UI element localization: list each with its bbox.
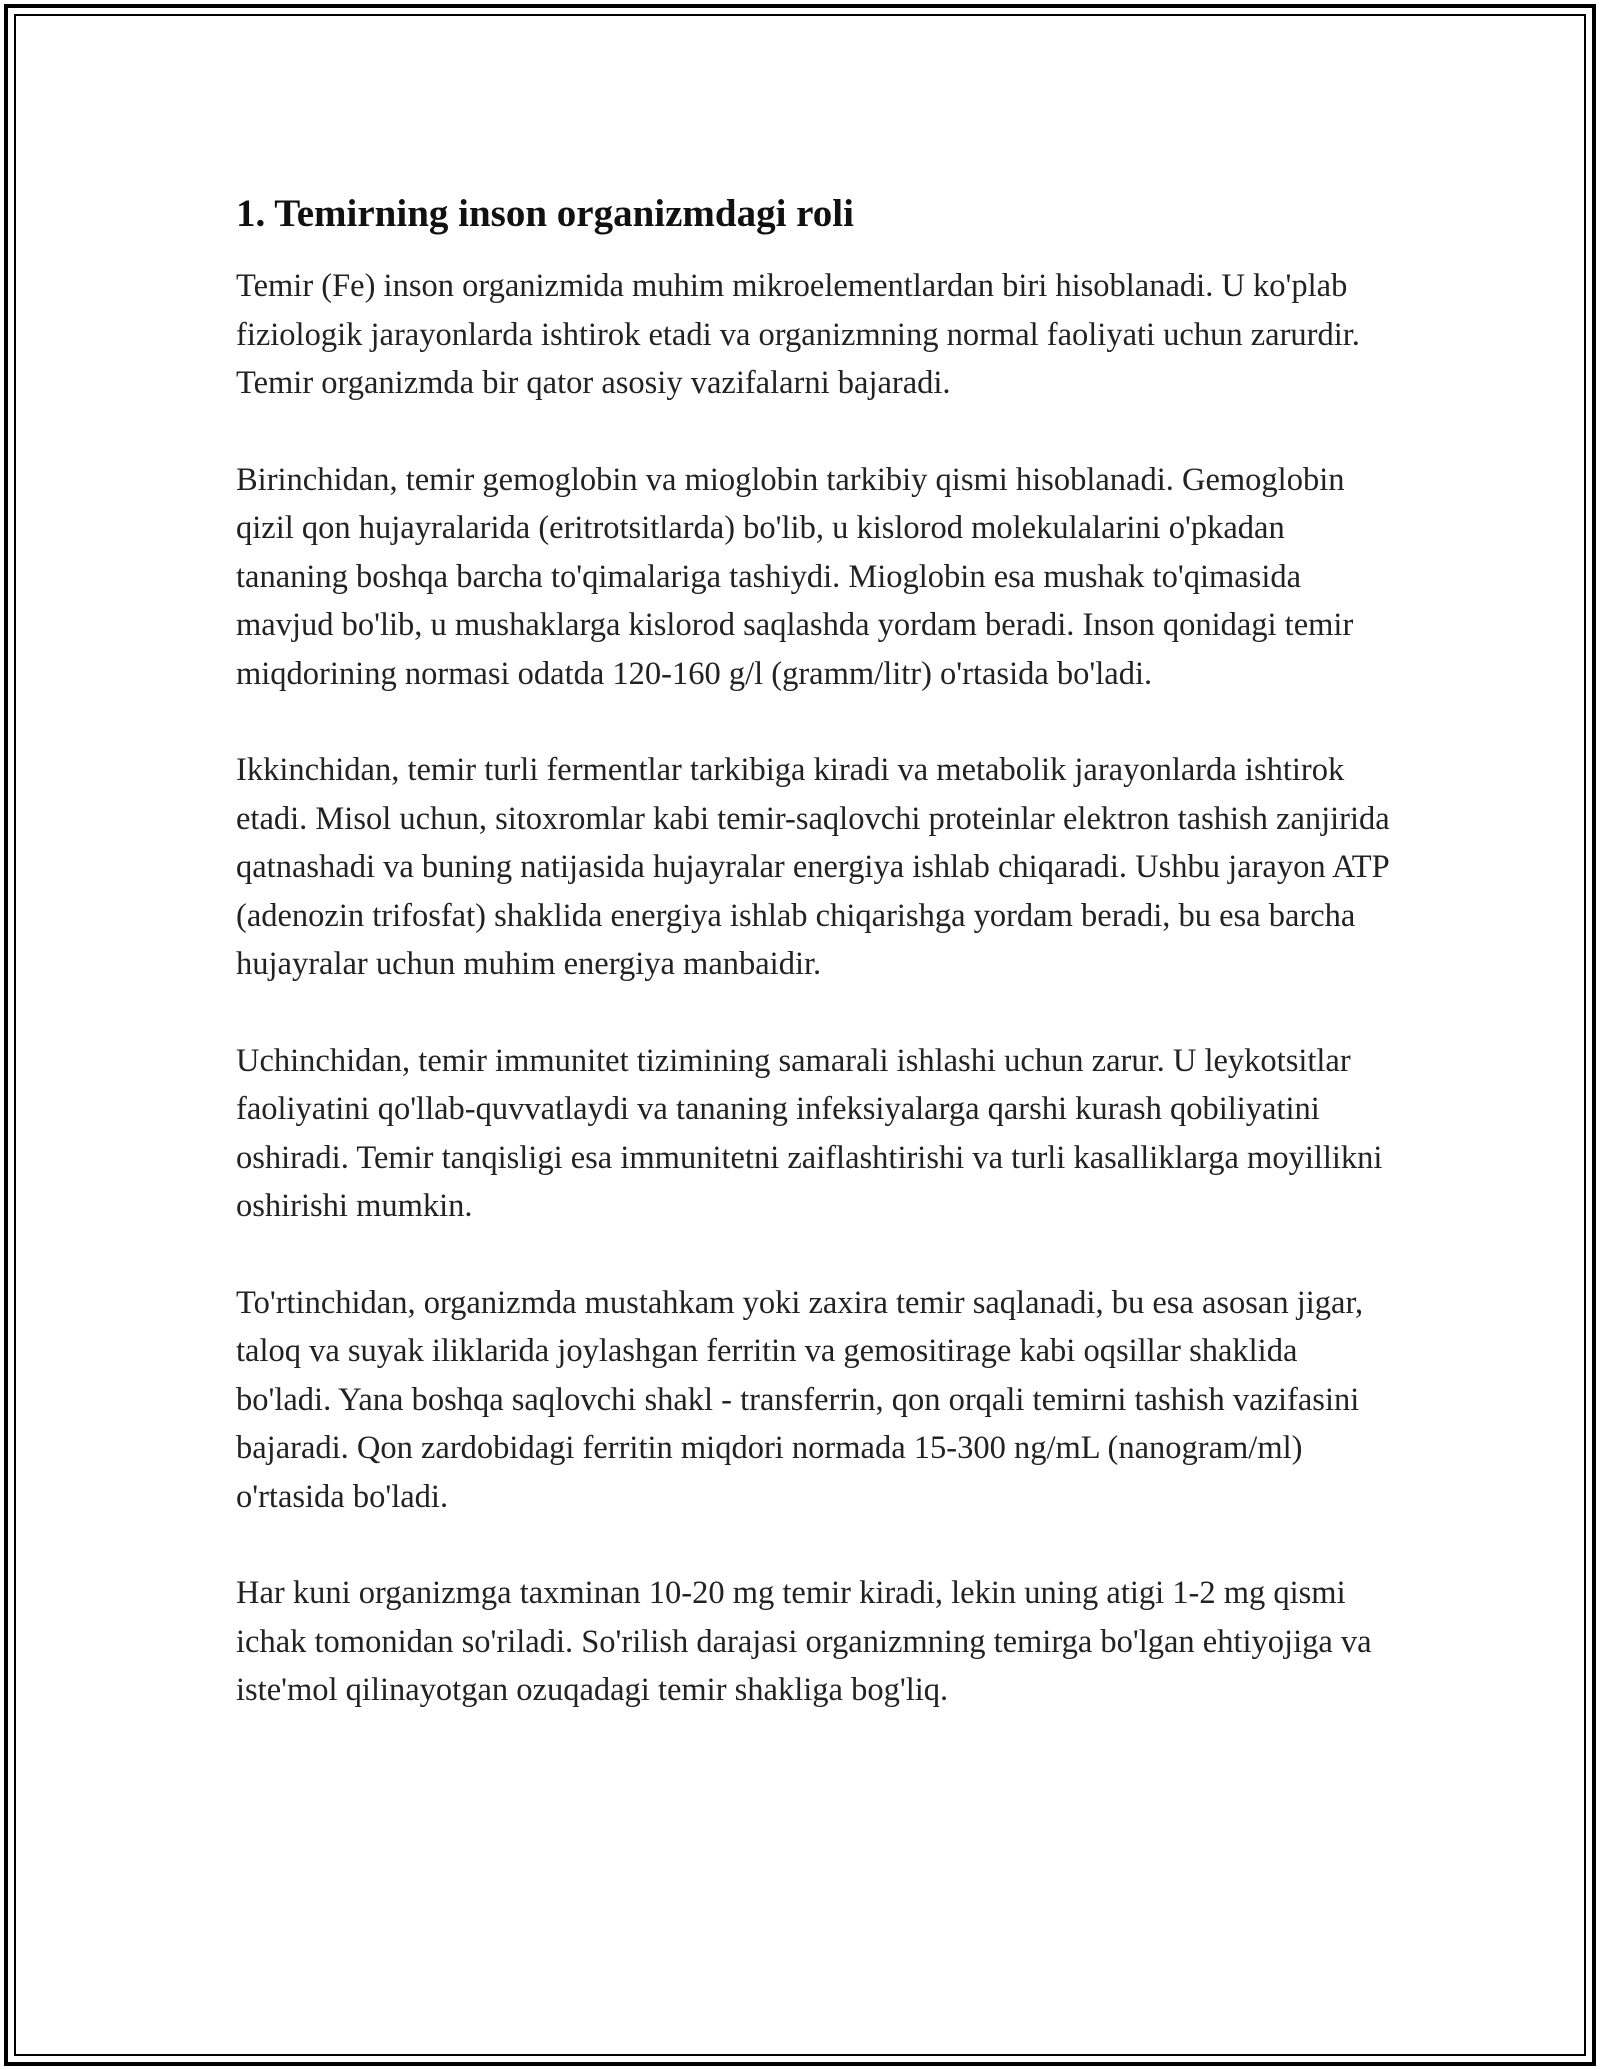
section-heading: 1. Temirning inson organizmdagi roli [236, 192, 854, 235]
paragraph-second-role: Ikkinchidan, temir turli fermentlar tarkibiga kiradi va metabolik jarayonlarda ishtirok etadi. Misol uchun, sitoxromlar kabi temir-saqlovchi proteinlar elektron tashish zanjirida qatnashadi va buning natijasida hujayralar energiya ishlab chiqaradi. Ushbu jarayon ATP (adenozin trifosfat) shaklida energiya ishlab chiqarishga yordam beradi, bu esa barcha hujayralar uchun muhim energiya manbaidir. [236, 752, 1390, 982]
paragraph-third-role: Uchinchidan, temir immunitet tizimining samarali ishlashi uchun zarur. U leykotsitlar faoliyatini qo'llab-quvvatlaydi va tananing infeksiyalarga qarshi kurash qobiliyatini oshiradi. Temir tanqisligi esa immunitetni zaiflashtirishi va turli kasalliklarga moyillikni oshirishi mumkin. [236, 1042, 1383, 1224]
paragraph-fourth-role: To'rtinchidan, organizmda mustahkam yoki zaxira temir saqlanadi, bu esa asosan jigar, taloq va suyak iliklarida joylashgan ferritin va gemositirage kabi oqsillar shaklida bo'ladi. Yana boshqa saqlovchi shakl - transferrin, qon orqali temirni tashish vazifasini bajaradi. Qon zardobidagi ferritin miqdori normada 15-300 ng/mL (nanogram/ml) o'rtasida bo'ladi. [236, 1284, 1364, 1515]
paragraph-daily-intake: Har kuni organizmga taxminan 10-20 mg temir kiradi, lekin uning atigi 1-2 mg qismi ichak tomonidan so'riladi. So'rilish darajasi organizmning temirga bo'lgan ehtiyojiga va iste'mol qilinayotgan ozuqadagi temir shakliga bog'liq. [236, 1575, 1372, 1708]
paragraph-first-role: Birinchidan, temir gemoglobin va mioglobin tarkibiy qismi hisoblanadi. Gemoglobin qizil qon hujayralarida (eritrotsitlarda) bo'lib, u kislorod molekulalarini o'pkadan tananing boshqa barcha to'qimalariga tashiydi. Mioglobin esa mushak to'qimasida mavjud bo'lib, u mushaklarga kislorod saqlashda yordam beradi. Inson qonidagi temir miqdorining normasi odatda 120-160 g/l (gramm/litr) o'rtasida bo'ladi. [236, 461, 1354, 692]
document-body [236, 186, 1396, 1715]
paragraph-intro: Temir (Fe) inson organizmida muhim mikroelementlardan biri hisoblanadi. U ko'plab fiziologik jarayonlarda ishtirok etadi va organizmning normal faoliyati uchun zarurdir. Temir organizmda bir qator asosiy vazifalarni bajaradi. [236, 268, 1360, 401]
